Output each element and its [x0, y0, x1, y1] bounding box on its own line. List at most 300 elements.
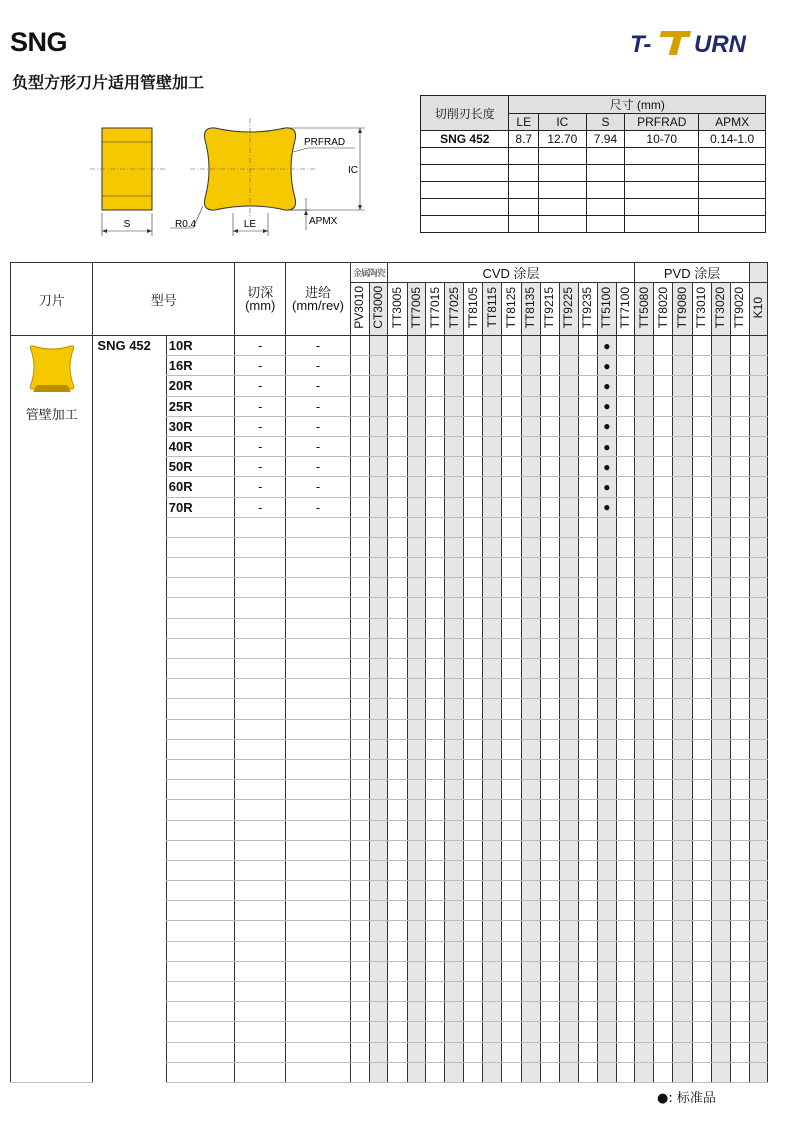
grade-cell — [711, 699, 730, 719]
depth-cell: - — [235, 356, 286, 376]
grade-cell — [521, 840, 540, 860]
grade-cell — [426, 881, 445, 901]
grade-cell — [407, 820, 425, 840]
grade-cell — [654, 457, 673, 477]
grade-cell — [387, 1002, 407, 1022]
grade-cell — [369, 376, 387, 396]
grade-cell — [521, 457, 540, 477]
grade-cell — [692, 901, 711, 921]
grade-cell — [387, 719, 407, 739]
grade-cell — [711, 336, 730, 356]
table-row — [11, 881, 768, 901]
model-suffix — [166, 820, 234, 840]
grade-cell — [350, 578, 369, 598]
grade-cell — [407, 558, 425, 578]
grade-cell — [369, 1062, 387, 1082]
grade-cell — [597, 820, 616, 840]
grade-cell — [559, 537, 578, 557]
depth-cell — [235, 517, 286, 537]
grade-header-tt5100 — [597, 283, 616, 336]
table-row — [11, 618, 768, 638]
grade-cell — [673, 800, 692, 820]
grade-cell — [654, 679, 673, 699]
grade-cell — [350, 860, 369, 880]
grade-cell — [654, 739, 673, 759]
grade-cell — [692, 396, 711, 416]
grade-cell — [578, 537, 597, 557]
grade-cell — [350, 558, 369, 578]
feed-cell — [286, 699, 350, 719]
grade-cell — [578, 638, 597, 658]
grade-cell — [369, 1042, 387, 1062]
grade-cell — [692, 537, 711, 557]
model-suffix — [166, 699, 234, 719]
grade-cell — [483, 961, 502, 981]
grade-cell — [445, 679, 464, 699]
table-row — [11, 759, 768, 779]
grade-cell — [483, 336, 502, 356]
grade-label: TT8135 — [523, 286, 538, 329]
grade-cell — [350, 416, 369, 436]
grade-cell — [540, 901, 559, 921]
grade-cell — [749, 679, 767, 699]
grade-cell — [749, 840, 767, 860]
grade-cell — [445, 537, 464, 557]
grade-cell — [521, 1042, 540, 1062]
grade-cell — [445, 618, 464, 638]
feed-cell: - — [286, 336, 350, 356]
grade-header-tt3005 — [387, 283, 407, 336]
grade-cell — [540, 679, 559, 699]
grade-cell — [407, 699, 425, 719]
grade-cell — [578, 860, 597, 880]
grade-cell — [445, 860, 464, 880]
grade-cell — [616, 1042, 634, 1062]
grade-cell — [559, 618, 578, 638]
grade-cell — [711, 941, 730, 961]
grade-cell — [673, 356, 692, 376]
grade-label: TT9020 — [732, 286, 747, 329]
grade-cell — [711, 881, 730, 901]
insert-caption: 管壁加工 — [25, 407, 78, 422]
grade-cell — [711, 457, 730, 477]
model-suffix — [166, 800, 234, 820]
grade-cell — [749, 598, 767, 618]
table-row — [11, 356, 768, 376]
grade-header-tt7005 — [407, 283, 425, 336]
model-suffix: 50R — [166, 457, 234, 477]
grade-cell — [369, 961, 387, 981]
grade-cell — [616, 759, 634, 779]
depth-cell — [235, 820, 286, 840]
grade-cell — [616, 840, 634, 860]
standard-mark: ● — [597, 376, 616, 396]
grade-label: TT3020 — [713, 286, 728, 329]
insert-image-cell — [11, 336, 93, 1083]
model-suffix — [166, 901, 234, 921]
feed-cell — [286, 860, 350, 880]
table-row — [11, 497, 768, 517]
legend — [657, 1087, 716, 1106]
grade-cell — [502, 719, 521, 739]
grade-cell — [426, 558, 445, 578]
grade-cell — [502, 1042, 521, 1062]
grade-cell — [730, 618, 749, 638]
grade-cell — [407, 578, 425, 598]
grade-cell — [559, 860, 578, 880]
grade-cell — [502, 800, 521, 820]
grade-cell — [540, 921, 559, 941]
grade-cell — [483, 780, 502, 800]
grade-cell — [597, 961, 616, 981]
grade-cell — [559, 598, 578, 618]
grade-cell — [445, 477, 464, 497]
grade-cell — [559, 1002, 578, 1022]
grade-cell — [502, 376, 521, 396]
grade-cell — [578, 820, 597, 840]
grade-cell — [502, 901, 521, 921]
model-suffix — [166, 659, 234, 679]
grade-cell — [426, 739, 445, 759]
grade-cell — [350, 881, 369, 901]
grade-cell — [502, 497, 521, 517]
spec-col-header: S — [586, 114, 625, 131]
grade-cell — [387, 537, 407, 557]
table-row — [11, 396, 768, 416]
grade-cell — [597, 800, 616, 820]
grade-cell — [521, 679, 540, 699]
grade-cell — [464, 659, 483, 679]
grade-cell — [578, 941, 597, 961]
grade-cell — [387, 982, 407, 1002]
model-suffix — [166, 1022, 234, 1042]
grade-cell — [502, 921, 521, 941]
grade-cell — [502, 739, 521, 759]
grade-cell — [730, 679, 749, 699]
table-row — [11, 558, 768, 578]
model-suffix — [166, 558, 234, 578]
grade-cell — [540, 336, 559, 356]
grade-cell — [692, 840, 711, 860]
grade-cell — [521, 376, 540, 396]
grade-cell — [540, 699, 559, 719]
grade-label: TT5080 — [636, 286, 651, 329]
grade-cell — [673, 638, 692, 658]
grade-cell — [350, 618, 369, 638]
grade-cell — [426, 376, 445, 396]
grade-cell — [483, 457, 502, 477]
grade-cell — [616, 638, 634, 658]
grade-cell — [673, 941, 692, 961]
grade-cell — [350, 659, 369, 679]
grade-cell — [540, 982, 559, 1002]
grade-cell — [464, 1002, 483, 1022]
grade-cell — [730, 860, 749, 880]
grade-cell — [654, 1002, 673, 1022]
grade-cell — [578, 739, 597, 759]
grade-cell — [749, 356, 767, 376]
grade-cell — [387, 497, 407, 517]
model-suffix — [166, 739, 234, 759]
grade-cell — [445, 699, 464, 719]
grade-cell — [749, 638, 767, 658]
grade-cell — [350, 598, 369, 618]
grade-cell — [635, 1062, 654, 1082]
model-suffix — [166, 578, 234, 598]
grade-cell — [387, 416, 407, 436]
grade-cell — [673, 477, 692, 497]
table-row — [11, 679, 768, 699]
grade-cell — [407, 659, 425, 679]
grade-cell — [407, 497, 425, 517]
grade-cell — [730, 840, 749, 860]
grade-cell — [749, 336, 767, 356]
standard-mark: ● — [597, 497, 616, 517]
grade-cell — [483, 840, 502, 860]
grade-cell — [521, 659, 540, 679]
grade-cell — [559, 396, 578, 416]
grade-label: TT8115 — [484, 287, 499, 328]
grade-cell — [578, 901, 597, 921]
grade-cell — [654, 921, 673, 941]
grade-cell — [369, 881, 387, 901]
grade-cell — [502, 336, 521, 356]
grade-cell — [635, 436, 654, 456]
grade-cell — [387, 558, 407, 578]
grade-cell — [673, 961, 692, 981]
grade-cell — [673, 396, 692, 416]
grade-header-tt5080 — [635, 283, 654, 336]
grade-cell — [673, 618, 692, 638]
grade-cell — [673, 982, 692, 1002]
grade-cell — [407, 517, 425, 537]
grade-cell — [369, 1022, 387, 1042]
grade-label: TT7100 — [618, 286, 633, 329]
grade-cell — [407, 537, 425, 557]
grade-cell — [483, 719, 502, 739]
grade-selection-table — [10, 262, 768, 1083]
grade-cell — [521, 578, 540, 598]
grade-cell — [483, 941, 502, 961]
grade-cell — [426, 699, 445, 719]
grade-cell — [464, 800, 483, 820]
spec-value-cell: 10-70 — [625, 131, 699, 148]
grade-cell — [483, 679, 502, 699]
grade-cell — [692, 860, 711, 880]
grade-cell — [407, 901, 425, 921]
grade-cell — [540, 618, 559, 638]
grade-cell — [635, 820, 654, 840]
grade-cell — [597, 659, 616, 679]
grade-cell — [387, 396, 407, 416]
grade-cell — [540, 497, 559, 517]
table-row — [11, 578, 768, 598]
grade-cell — [407, 396, 425, 416]
model-suffix — [166, 719, 234, 739]
grade-cell — [711, 578, 730, 598]
grade-cell — [692, 376, 711, 396]
grade-cell — [369, 739, 387, 759]
grade-cell — [350, 638, 369, 658]
grade-cell — [749, 416, 767, 436]
grade-cell — [540, 376, 559, 396]
grade-cell — [426, 659, 445, 679]
grade-cell — [559, 800, 578, 820]
model-suffix — [166, 780, 234, 800]
grade-cell — [559, 739, 578, 759]
grade-cell — [350, 436, 369, 456]
grade-cell — [559, 699, 578, 719]
grade-cell — [483, 537, 502, 557]
header-depth — [235, 263, 286, 336]
grade-cell — [635, 901, 654, 921]
grade-cell — [464, 881, 483, 901]
grade-cell — [616, 376, 634, 396]
model-suffix — [166, 598, 234, 618]
grade-cell — [711, 1002, 730, 1022]
model-suffix — [166, 840, 234, 860]
grade-cell — [426, 396, 445, 416]
grade-cell — [445, 961, 464, 981]
grade-cell — [749, 558, 767, 578]
grade-cell — [350, 921, 369, 941]
grade-cell — [730, 982, 749, 1002]
grade-cell — [559, 982, 578, 1002]
grade-cell — [673, 881, 692, 901]
grade-cell — [578, 477, 597, 497]
grade-cell — [635, 376, 654, 396]
grade-cell — [540, 638, 559, 658]
grade-cell — [692, 739, 711, 759]
grade-cell — [350, 1002, 369, 1022]
grade-cell — [407, 356, 425, 376]
grade-cell — [464, 477, 483, 497]
model-suffix: 25R — [166, 396, 234, 416]
grade-cell — [654, 800, 673, 820]
grade-cell — [559, 416, 578, 436]
depth-cell — [235, 598, 286, 618]
grade-cell — [407, 719, 425, 739]
grade-cell — [521, 941, 540, 961]
grade-cell — [483, 1042, 502, 1062]
grade-cell — [730, 759, 749, 779]
grade-label: TT7015 — [427, 286, 442, 329]
table-row — [11, 961, 768, 981]
grade-cell — [559, 840, 578, 860]
grade-cell — [730, 638, 749, 658]
spec-model-cell: SNG 452 — [421, 131, 509, 148]
table-row — [11, 901, 768, 921]
grade-cell — [407, 780, 425, 800]
grade-cell — [426, 1062, 445, 1082]
feed-cell — [286, 941, 350, 961]
grade-cell — [350, 1062, 369, 1082]
grade-cell — [616, 699, 634, 719]
grade-cell — [597, 598, 616, 618]
feed-cell — [286, 558, 350, 578]
spec-col-header: PRFRAD — [625, 114, 699, 131]
grade-cell — [749, 881, 767, 901]
model-suffix — [166, 679, 234, 699]
grade-cell — [483, 558, 502, 578]
grade-cell — [692, 336, 711, 356]
grade-cell — [711, 659, 730, 679]
grade-cell — [673, 659, 692, 679]
grade-cell — [521, 1002, 540, 1022]
model-suffix — [166, 1002, 234, 1022]
feed-cell — [286, 659, 350, 679]
grade-cell — [749, 780, 767, 800]
grade-cell — [350, 699, 369, 719]
grade-cell — [445, 558, 464, 578]
grade-cell — [387, 679, 407, 699]
grade-cell — [578, 881, 597, 901]
grade-cell — [387, 517, 407, 537]
grade-header-tt8135 — [521, 283, 540, 336]
grade-cell — [483, 416, 502, 436]
grade-cell — [616, 436, 634, 456]
grade-cell — [445, 881, 464, 901]
grade-cell — [502, 679, 521, 699]
grade-cell — [654, 598, 673, 618]
grade-cell — [426, 1042, 445, 1062]
grade-cell — [692, 558, 711, 578]
spec-col-header: IC — [539, 114, 587, 131]
grade-cell — [445, 356, 464, 376]
grade-cell — [597, 638, 616, 658]
grade-cell — [483, 436, 502, 456]
grade-cell — [369, 840, 387, 860]
grade-cell — [407, 1022, 425, 1042]
grade-cell — [521, 537, 540, 557]
grade-cell — [635, 699, 654, 719]
grade-cell — [464, 901, 483, 921]
grade-cell — [711, 598, 730, 618]
grade-cell — [464, 982, 483, 1002]
grade-cell — [730, 416, 749, 436]
grade-cell — [559, 921, 578, 941]
feed-cell — [286, 1042, 350, 1062]
depth-cell — [235, 982, 286, 1002]
insert-icon — [27, 340, 77, 398]
table-row — [11, 517, 768, 537]
grade-cell — [673, 1002, 692, 1022]
model-suffix — [166, 759, 234, 779]
grade-cell — [369, 618, 387, 638]
grade-cell — [578, 578, 597, 598]
table-row — [11, 457, 768, 477]
grade-cell — [464, 558, 483, 578]
grade-cell — [692, 598, 711, 618]
grade-cell — [426, 618, 445, 638]
grade-cell — [350, 477, 369, 497]
svg-text:T-: T- — [630, 31, 652, 58]
grade-header-tt7015 — [426, 283, 445, 336]
grade-cell — [654, 336, 673, 356]
grade-cell — [483, 598, 502, 618]
table-row — [11, 376, 768, 396]
model-suffix — [166, 941, 234, 961]
feed-cell — [286, 638, 350, 658]
grade-cell — [387, 961, 407, 981]
grade-cell — [483, 881, 502, 901]
grade-cell — [502, 659, 521, 679]
grade-cell — [616, 982, 634, 1002]
feed-cell — [286, 739, 350, 759]
grade-cell — [616, 497, 634, 517]
grade-cell — [578, 436, 597, 456]
feed-cell — [286, 679, 350, 699]
